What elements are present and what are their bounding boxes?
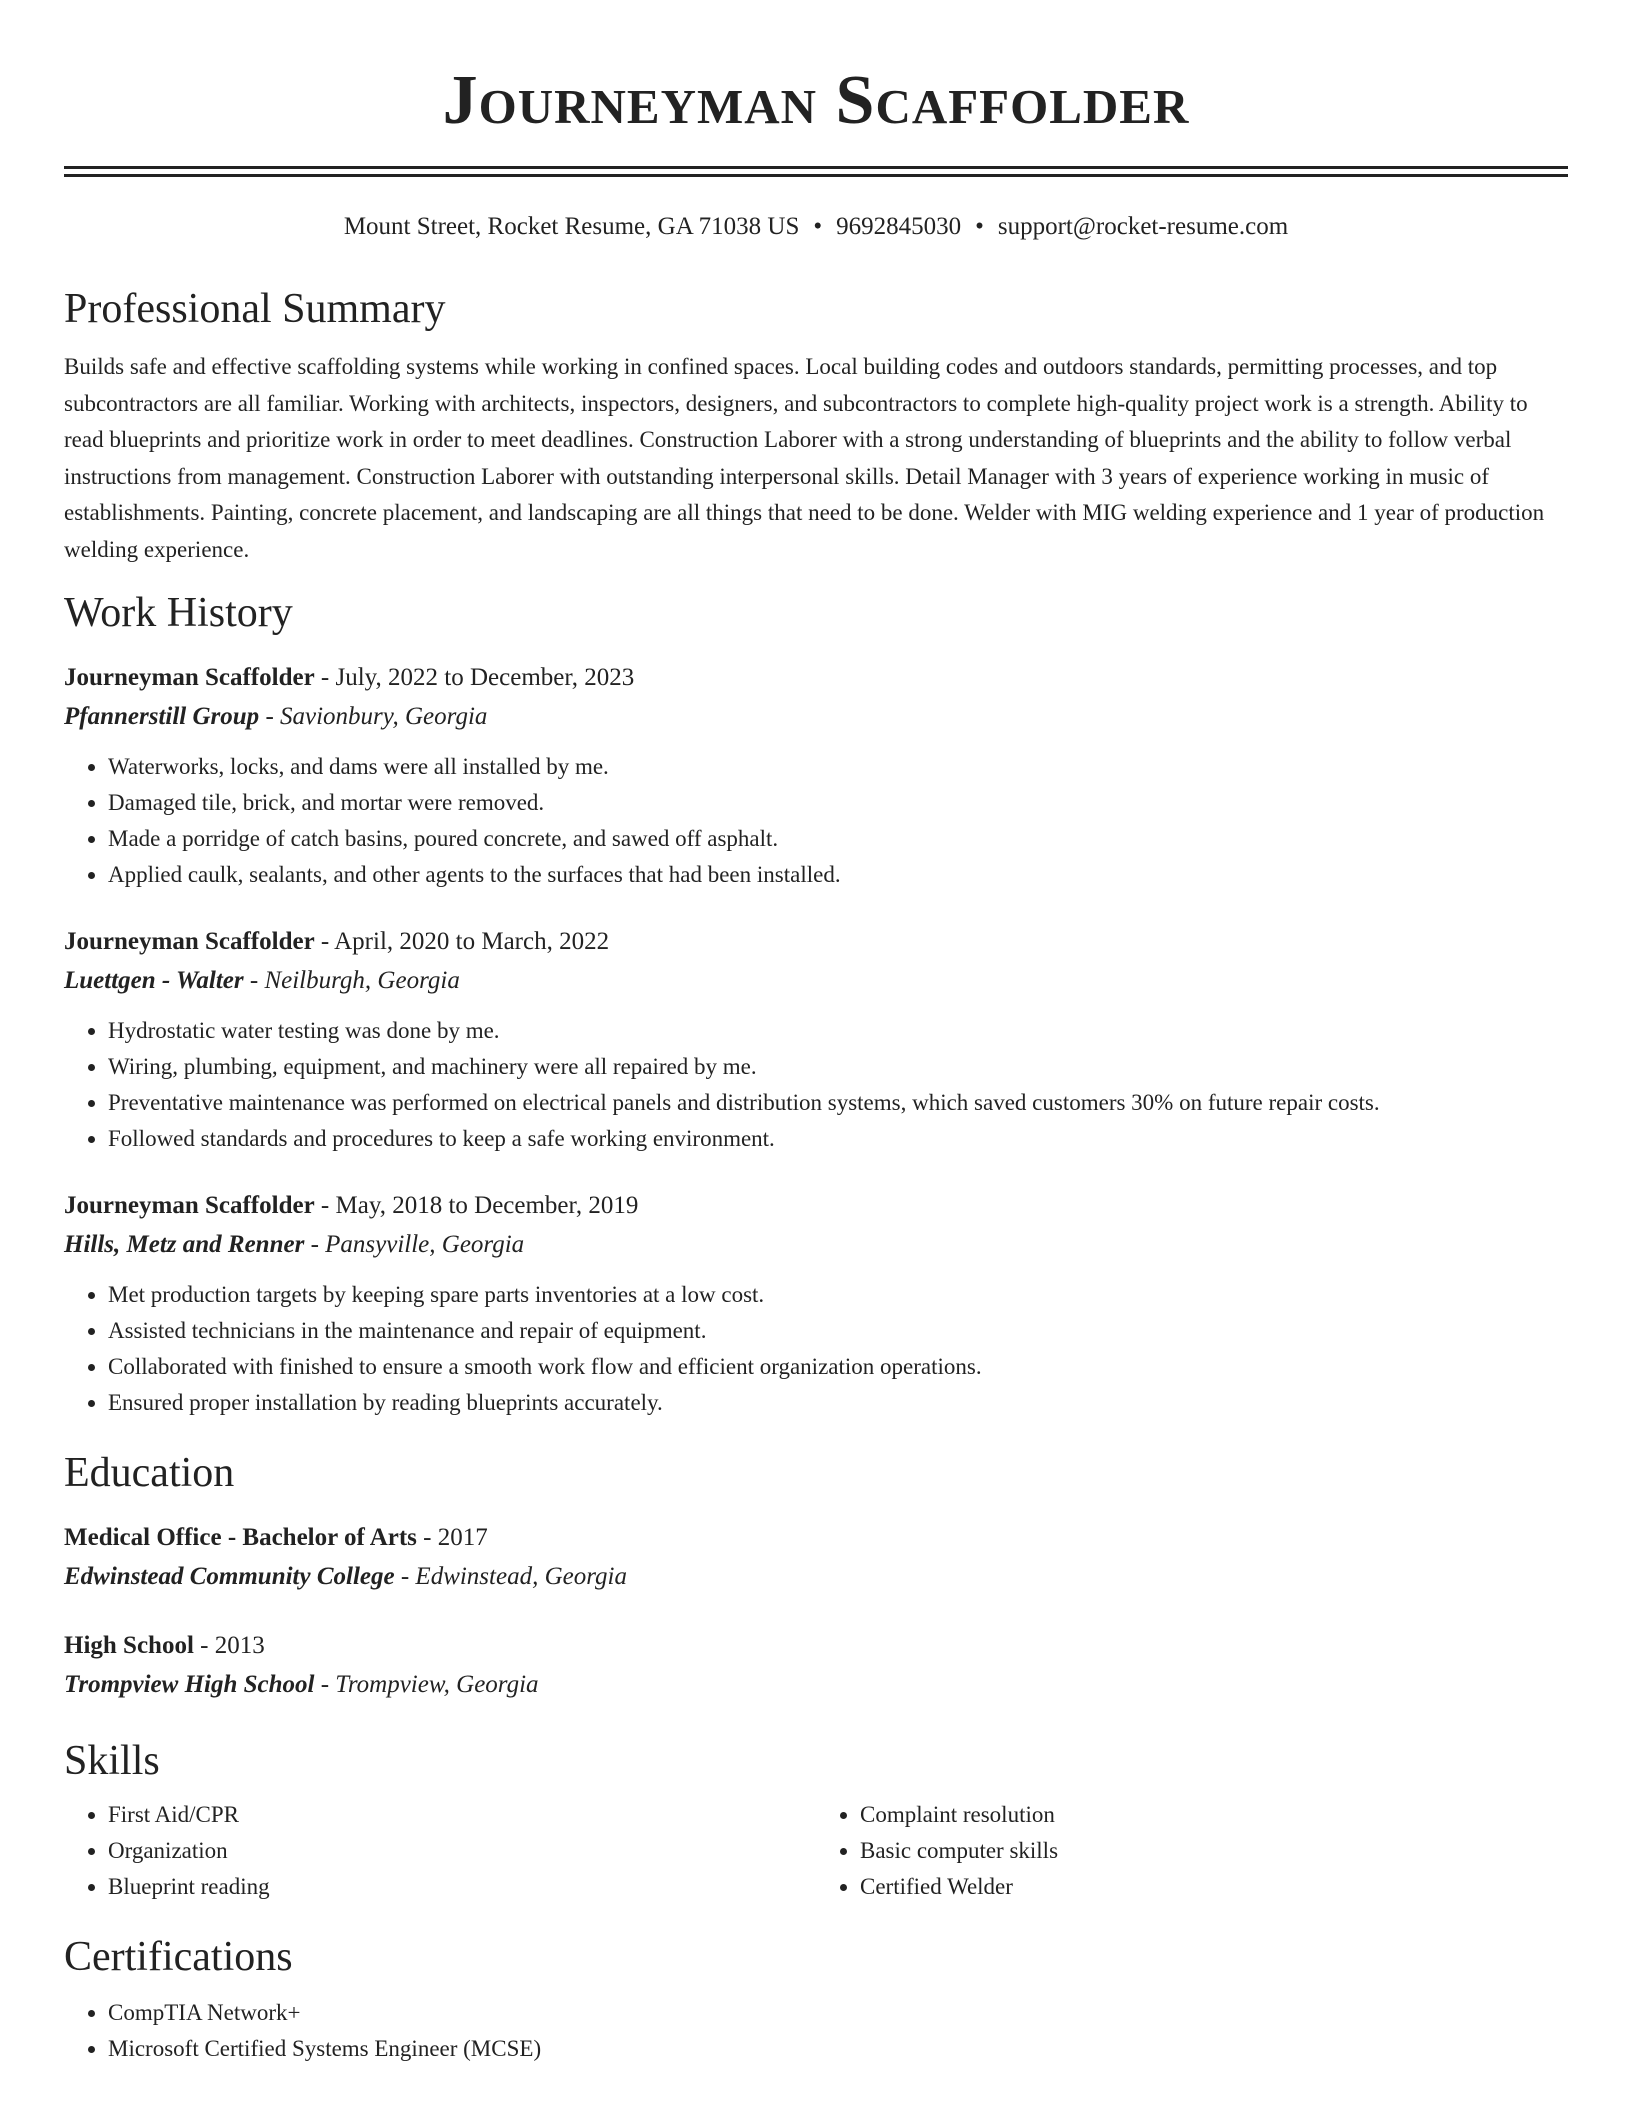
job-company: Pfannerstill Group — [64, 702, 260, 730]
contact-line — [64, 211, 1568, 243]
education-school: Trompview High School — [64, 1670, 315, 1698]
skills-heading: Skills — [64, 1737, 160, 1784]
job-location: - Neilburgh, Georgia — [243, 966, 460, 994]
job-location: - Savionbury, Georgia — [259, 702, 488, 730]
job-company: Hills, Metz and Renner — [64, 1230, 305, 1258]
duty-item: • Collaborated with finished to ensure a smooth work flow and efficient organization operations. — [108, 1349, 1568, 1385]
certification-item: • Microsoft Certified Systems Engineer (MCSE) — [108, 2031, 1568, 2067]
summary-text: Builds safe and effective scaffolding systems while working in confined spaces. Local building codes and outdoors standards, permitting processes, and top subcontractors are all familiar. Working with architects, inspectors, designers, and subcontractors to complete high-quality project work is a strength. Ability to read blueprints and prioritize work in order to meet deadlines. Construction Laborer with a strong understanding of blueprints and the ability to follow verbal instructions from management. Construction Laborer with outstanding interpersonal skills. Detail Manager with 3 years of experience working in music of establishments. Painting, concrete placement, and landscaping are all things that need to be done. Welder with MIG welding experience and 1 year of production welding experience. — [64, 354, 1545, 562]
certification-item: • CompTIA Network+ — [108, 1995, 1568, 2031]
skill-item: • Blueprint reading — [108, 1869, 816, 1905]
education-degree-line — [64, 1627, 1568, 1665]
job-header — [64, 1187, 1568, 1225]
certifications-heading: Certifications — [64, 1933, 293, 1980]
duty-item: • Met production targets by keeping spare parts inventories at a low cost. — [108, 1277, 1568, 1313]
skills-column-left — [64, 1797, 816, 1905]
job-entry — [64, 923, 1568, 1157]
job-company-line — [64, 961, 1568, 1001]
job-dates: - May, 2018 to December, 2019 — [314, 1191, 639, 1219]
job-header — [64, 659, 1568, 697]
job-duties — [64, 1277, 1568, 1421]
education-heading: Education — [64, 1449, 235, 1496]
job-title: Journeyman Scaffolder — [64, 663, 315, 691]
contact-separator: • — [813, 213, 823, 240]
education-year: - 2013 — [193, 1631, 265, 1659]
education-school-line — [64, 1557, 1568, 1597]
education-entry — [64, 1627, 1568, 1705]
job-title: Journeyman Scaffolder — [64, 927, 315, 955]
job-company: Luettgen - Walter — [64, 966, 244, 994]
duty-item: • Followed standards and procedures to keep a safe working environment. — [108, 1121, 1568, 1157]
certifications-list — [64, 1995, 1568, 2067]
duty-item: • Hydrostatic water testing was done by me. — [108, 1013, 1568, 1049]
job-entry — [64, 659, 1568, 893]
education-location: - Trompview, Georgia — [314, 1670, 539, 1698]
skills-list — [64, 1797, 1568, 1905]
contact-separator: • — [975, 213, 984, 240]
job-company-line — [64, 697, 1568, 737]
education-school-line — [64, 1665, 1568, 1705]
skill-item: • Basic computer skills — [860, 1833, 1568, 1869]
education-degree: High School — [64, 1631, 194, 1659]
job-entry — [64, 1187, 1568, 1421]
contact-phone: 9692845030 — [836, 213, 962, 240]
skill-item: • Organization — [108, 1833, 816, 1869]
contact-email: support@rocket-resume.com — [997, 213, 1289, 240]
education-location: - Edwinstead, Georgia — [394, 1562, 627, 1590]
skill-item: • Complaint resolution — [860, 1797, 1568, 1833]
duty-item: • Made a porridge of catch basins, poured concrete, and sawed off asphalt. — [108, 821, 1568, 857]
duty-item: • Applied caulk, sealants, and other agents to the surfaces that had been installed. — [108, 857, 1568, 893]
education-school: Edwinstead Community College — [64, 1562, 395, 1590]
job-dates: - April, 2020 to March, 2022 — [314, 927, 610, 955]
skill-item: • Certified Welder — [860, 1869, 1568, 1905]
job-duties — [64, 749, 1568, 893]
contact-address: Mount Street, Rocket Resume, GA 71038 US — [343, 213, 800, 240]
duty-item: • Preventative maintenance was performed on electrical panels and distribution systems, which saved customers 30% on future repair costs. — [108, 1085, 1568, 1121]
duty-item: • Damaged tile, brick, and mortar were removed. — [108, 785, 1568, 821]
duty-item: • Wiring, plumbing, equipment, and machinery were all repaired by me. — [108, 1049, 1568, 1085]
header-divider — [64, 166, 1568, 177]
job-company-line — [64, 1225, 1568, 1265]
summary-heading: Professional Summary — [64, 286, 446, 332]
education-degree: Medical Office - Bachelor of Arts — [64, 1523, 417, 1551]
duty-item: • Assisted technicians in the maintenance and repair of equipment. — [108, 1313, 1568, 1349]
education-year: - 2017 — [416, 1523, 488, 1551]
work-history-heading: Work History — [64, 589, 293, 636]
education-degree-line — [64, 1519, 1568, 1557]
job-header — [64, 923, 1568, 961]
skill-item: • First Aid/CPR — [108, 1797, 816, 1833]
job-duties — [64, 1013, 1568, 1157]
resume-page — [64, 0, 1568, 2067]
job-title: Journeyman Scaffolder — [64, 1191, 315, 1219]
job-location: - Pansyville, Georgia — [304, 1230, 525, 1258]
job-dates: - July, 2022 to December, 2023 — [314, 663, 635, 691]
skills-column-right — [816, 1797, 1568, 1905]
education-entry — [64, 1519, 1568, 1597]
duty-item: • Ensured proper installation by reading blueprints accurately. — [108, 1385, 1568, 1421]
duty-item: • Waterworks, locks, and dams were all installed by me. — [108, 749, 1568, 785]
resume-name: Journeyman Scaffolder — [442, 62, 1190, 139]
